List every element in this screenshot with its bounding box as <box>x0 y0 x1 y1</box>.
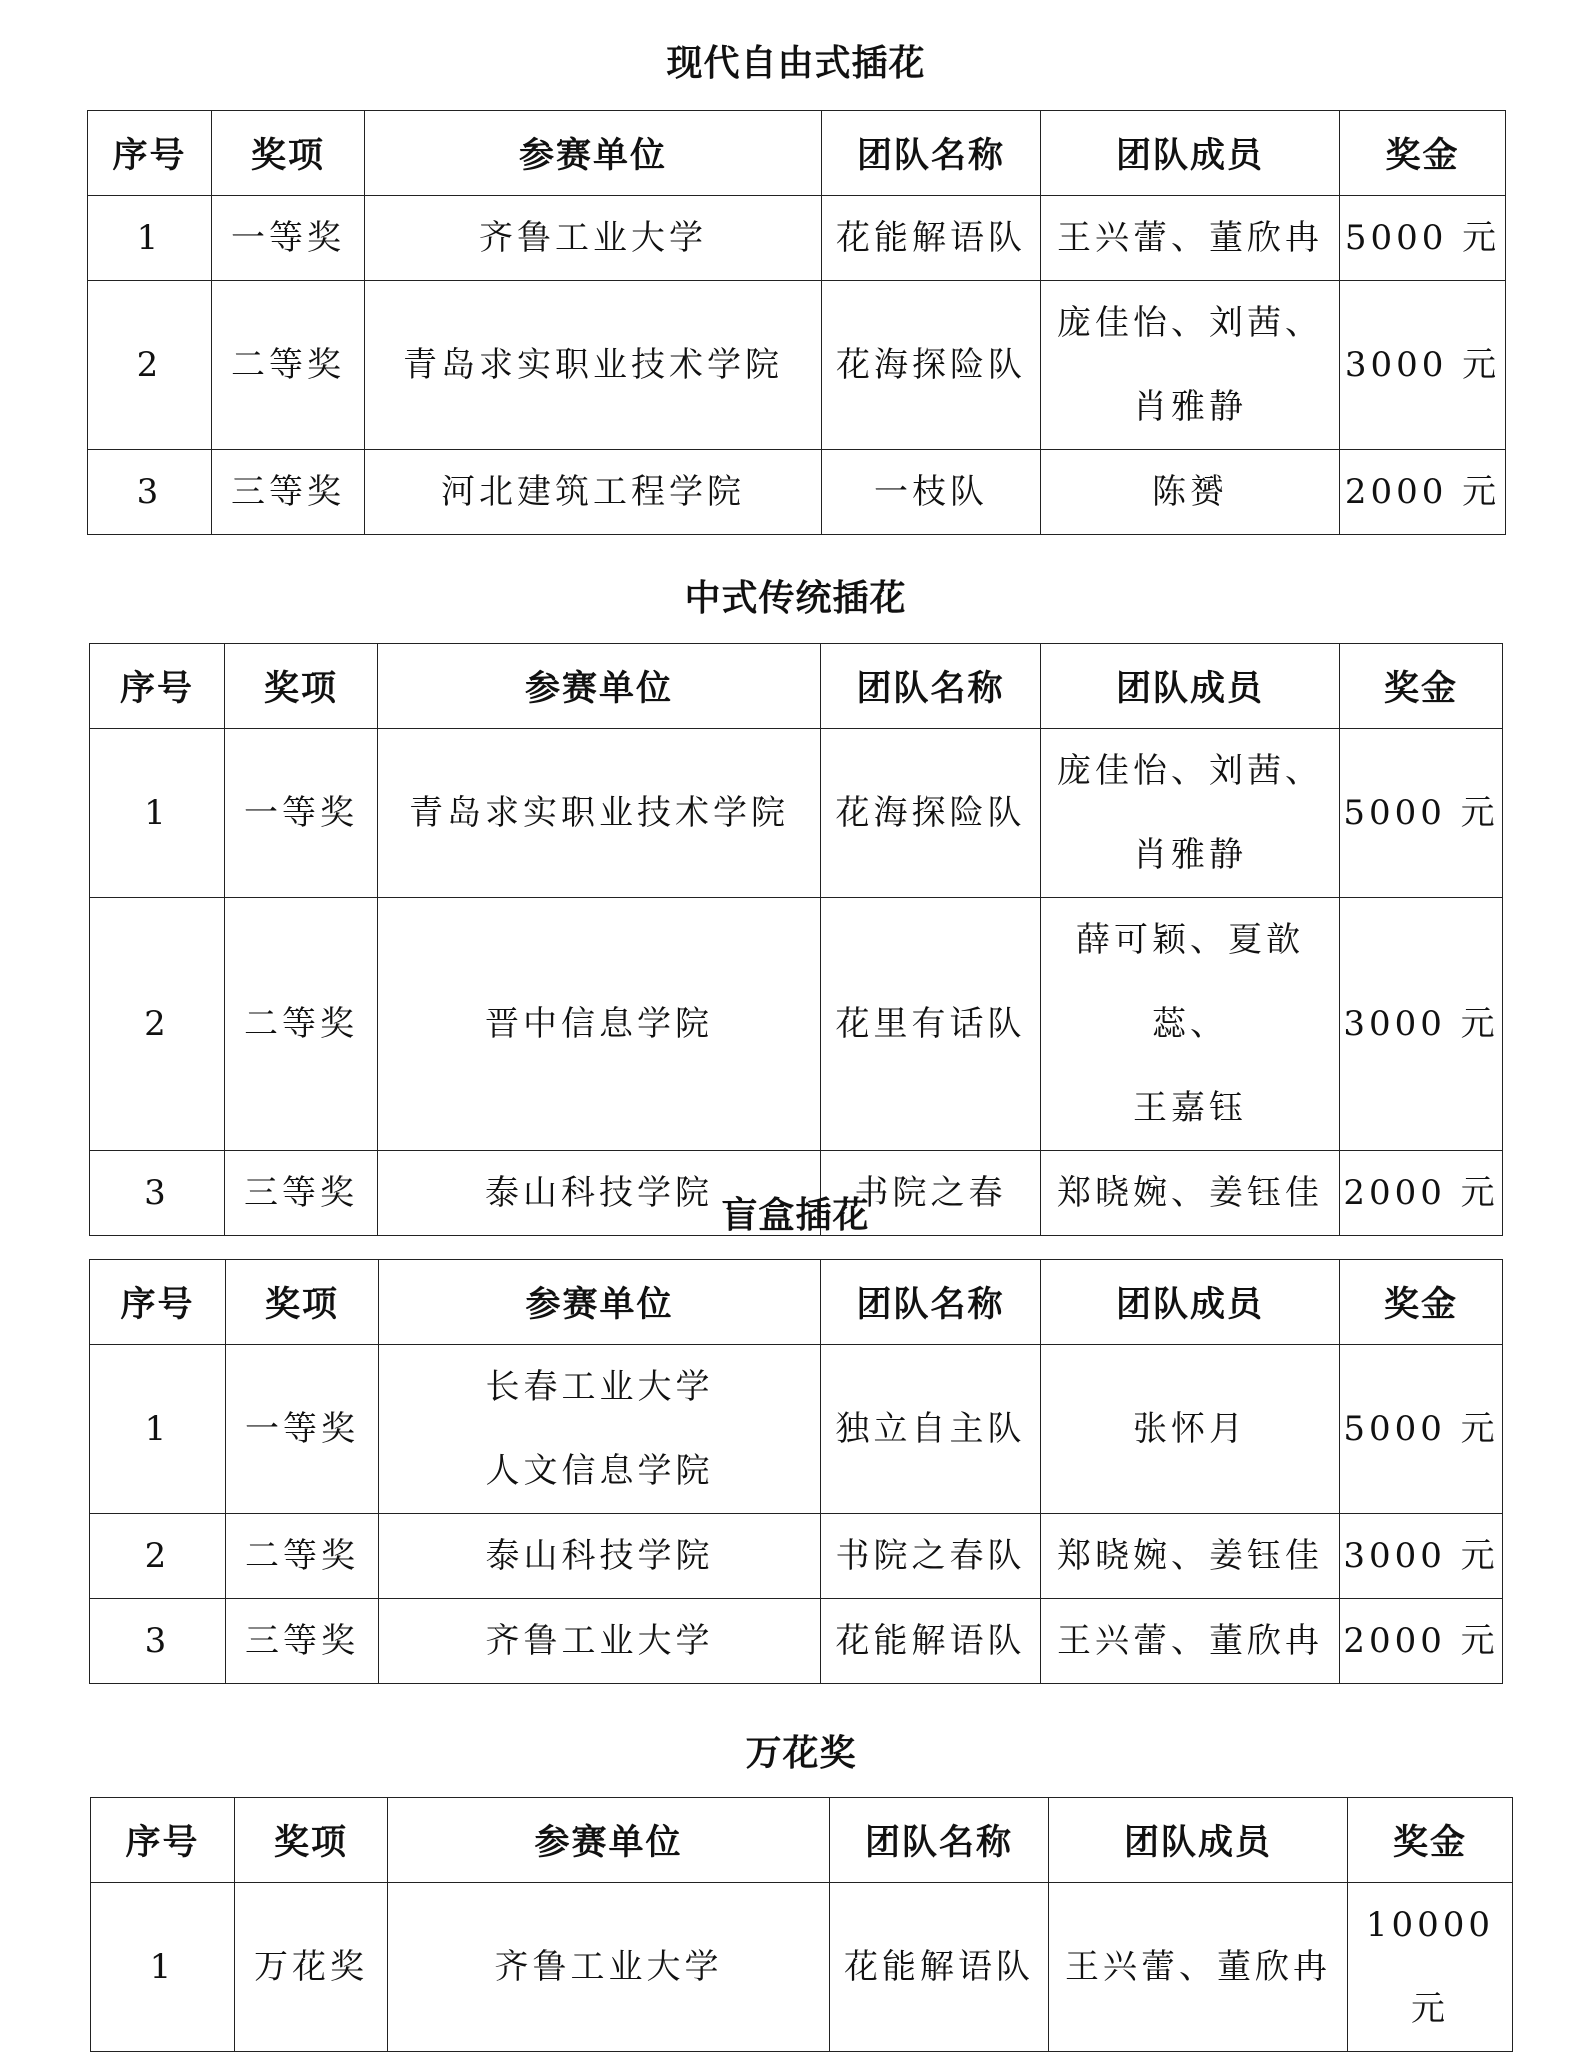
header-row <box>88 111 1506 196</box>
unit-line: 河北建筑工程学院 <box>441 472 745 512</box>
header-award: 奖项 <box>226 1260 379 1345</box>
members-cell <box>1049 1883 1348 2052</box>
members-line: 郑晓婉、姜钰佳 <box>1057 1173 1323 1213</box>
header-no: 序号 <box>88 111 212 196</box>
team-cell: 花能解语队 <box>822 196 1041 281</box>
award-table <box>90 1797 1513 2052</box>
unit-line: 青岛求实职业技术学院 <box>403 345 783 385</box>
section-chinese-traditional <box>89 573 1502 1236</box>
header-award: 奖项 <box>225 644 378 729</box>
award-cell: 三等奖 <box>225 1151 378 1236</box>
unit-line: 齐鲁工业大学 <box>494 1947 723 1987</box>
header-unit: 参赛单位 <box>379 1260 821 1345</box>
unit-line: 泰山科技学院 <box>485 1173 713 1213</box>
award-cell: 二等奖 <box>225 898 378 1151</box>
team-cell: 一枝队 <box>822 450 1041 535</box>
members-cell <box>1041 898 1340 1151</box>
award-cell: 一等奖 <box>212 196 365 281</box>
section-title: 万花奖 <box>745 1733 857 1774</box>
award-table <box>89 643 1503 1236</box>
row-number-cell: 2 <box>90 1514 226 1599</box>
prize-cell: 5000 元 <box>1340 196 1506 281</box>
row-number-cell: 3 <box>90 1599 226 1684</box>
header-row <box>91 1798 1513 1883</box>
header-award: 奖项 <box>212 111 365 196</box>
header-members: 团队成员 <box>1041 644 1340 729</box>
header-no: 序号 <box>90 644 225 729</box>
header-members: 团队成员 <box>1049 1798 1348 1883</box>
header-prize: 奖金 <box>1340 111 1506 196</box>
table-row <box>90 1345 1503 1514</box>
team-cell: 花能解语队 <box>821 1599 1041 1684</box>
row-number-cell: 1 <box>90 1345 226 1514</box>
unit-line: 齐鲁工业大学 <box>485 1621 714 1661</box>
prize-cell: 3000 元 <box>1340 898 1503 1151</box>
table-row <box>90 729 1503 898</box>
members-line: 王嘉钰 <box>1133 1088 1247 1128</box>
prize-cell: 5000 元 <box>1340 729 1503 898</box>
table-row <box>88 281 1506 450</box>
header-team: 团队名称 <box>822 111 1041 196</box>
members-cell <box>1041 1599 1340 1684</box>
unit-line: 齐鲁工业大学 <box>479 218 707 258</box>
members-line: 张怀月 <box>1133 1409 1247 1449</box>
team-cell: 书院之春 <box>821 1151 1041 1236</box>
unit-line: 晋中信息学院 <box>485 1004 713 1044</box>
row-number-cell: 2 <box>88 281 212 450</box>
prize-cell: 2000 元 <box>1340 450 1506 535</box>
members-line: 郑晓婉、姜钰佳 <box>1057 1536 1323 1576</box>
members-line: 肖雅静 <box>1133 387 1247 427</box>
section-title: 盲盒插花 <box>721 1195 870 1236</box>
header-unit: 参赛单位 <box>388 1798 830 1883</box>
unit-cell <box>378 729 821 898</box>
section-title: 中式传统插花 <box>684 578 907 619</box>
members-cell <box>1041 281 1340 450</box>
members-cell <box>1041 729 1340 898</box>
members-line: 庞佳怡、刘茜、 <box>1057 303 1323 343</box>
prize-cell: 3000 元 <box>1340 281 1506 450</box>
award-cell: 二等奖 <box>212 281 365 450</box>
unit-line: 泰山科技学院 <box>485 1536 714 1576</box>
row-number-cell: 3 <box>88 450 212 535</box>
prize-cell: 10000 元 <box>1348 1883 1513 2052</box>
header-unit: 参赛单位 <box>365 111 822 196</box>
table-row <box>90 898 1503 1151</box>
members-line: 薛可颖、夏歆蕊、 <box>1076 920 1304 1044</box>
unit-cell <box>365 450 822 535</box>
unit-cell <box>365 196 822 281</box>
team-cell: 花海探险队 <box>822 281 1041 450</box>
prize-cell: 5000 元 <box>1340 1345 1503 1514</box>
header-members: 团队成员 <box>1041 1260 1340 1345</box>
table-row <box>91 1883 1513 2052</box>
unit-cell <box>365 281 822 450</box>
award-cell: 二等奖 <box>226 1514 379 1599</box>
unit-line: 人文信息学院 <box>485 1451 714 1491</box>
unit-cell <box>378 898 821 1151</box>
header-row <box>90 1260 1503 1345</box>
award-cell: 一等奖 <box>226 1345 379 1514</box>
row-number-cell: 2 <box>90 898 225 1151</box>
prize-cell: 2000 元 <box>1340 1599 1503 1684</box>
unit-line: 长春工业大学 <box>485 1367 714 1407</box>
header-unit: 参赛单位 <box>378 644 821 729</box>
award-cell: 一等奖 <box>225 729 378 898</box>
members-cell <box>1041 196 1340 281</box>
prize-cell: 2000 元 <box>1340 1151 1503 1236</box>
unit-cell <box>379 1345 821 1514</box>
row-number-cell: 1 <box>90 729 225 898</box>
header-no: 序号 <box>90 1260 226 1345</box>
prize-cell: 3000 元 <box>1340 1514 1503 1599</box>
header-prize: 奖金 <box>1340 1260 1503 1345</box>
award-table <box>87 110 1506 535</box>
members-cell <box>1041 1514 1340 1599</box>
team-cell: 花里有话队 <box>821 898 1041 1151</box>
row-number-cell: 3 <box>90 1151 225 1236</box>
members-line: 王兴蕾、董欣冉 <box>1065 1947 1331 1987</box>
team-cell: 独立自主队 <box>821 1345 1041 1514</box>
header-no: 序号 <box>91 1798 235 1883</box>
team-cell: 书院之春队 <box>821 1514 1041 1599</box>
table-row <box>90 1514 1503 1599</box>
award-cell: 三等奖 <box>226 1599 379 1684</box>
unit-cell <box>379 1599 821 1684</box>
section-wanhua-award <box>90 1728 1512 2052</box>
team-cell: 花能解语队 <box>830 1883 1049 2052</box>
award-cell: 万花奖 <box>235 1883 388 2052</box>
unit-cell <box>379 1514 821 1599</box>
header-prize: 奖金 <box>1340 644 1503 729</box>
row-number-cell: 1 <box>91 1883 235 2052</box>
members-line: 庞佳怡、刘茜、 <box>1057 751 1323 791</box>
section-modern-freestyle <box>87 38 1505 535</box>
header-team: 团队名称 <box>821 644 1041 729</box>
members-line: 王兴蕾、董欣冉 <box>1057 218 1323 258</box>
award-table <box>89 1259 1503 1684</box>
header-prize: 奖金 <box>1348 1798 1513 1883</box>
header-row <box>90 644 1503 729</box>
award-cell: 三等奖 <box>212 450 365 535</box>
header-team: 团队名称 <box>821 1260 1041 1345</box>
members-line: 肖雅静 <box>1133 835 1247 875</box>
members-line: 陈赟 <box>1152 472 1228 512</box>
unit-line: 青岛求实职业技术学院 <box>409 793 789 833</box>
table-row <box>88 196 1506 281</box>
header-members: 团队成员 <box>1041 111 1340 196</box>
header-award: 奖项 <box>235 1798 388 1883</box>
section-blind-box <box>89 1190 1502 1684</box>
table-row <box>90 1599 1503 1684</box>
unit-cell <box>388 1883 830 2052</box>
table-row <box>88 450 1506 535</box>
section-title: 现代自由式插花 <box>666 43 926 84</box>
members-cell <box>1041 450 1340 535</box>
header-team: 团队名称 <box>830 1798 1049 1883</box>
row-number-cell: 1 <box>88 196 212 281</box>
members-cell <box>1041 1345 1340 1514</box>
team-cell: 花海探险队 <box>821 729 1041 898</box>
members-line: 王兴蕾、董欣冉 <box>1057 1621 1323 1661</box>
